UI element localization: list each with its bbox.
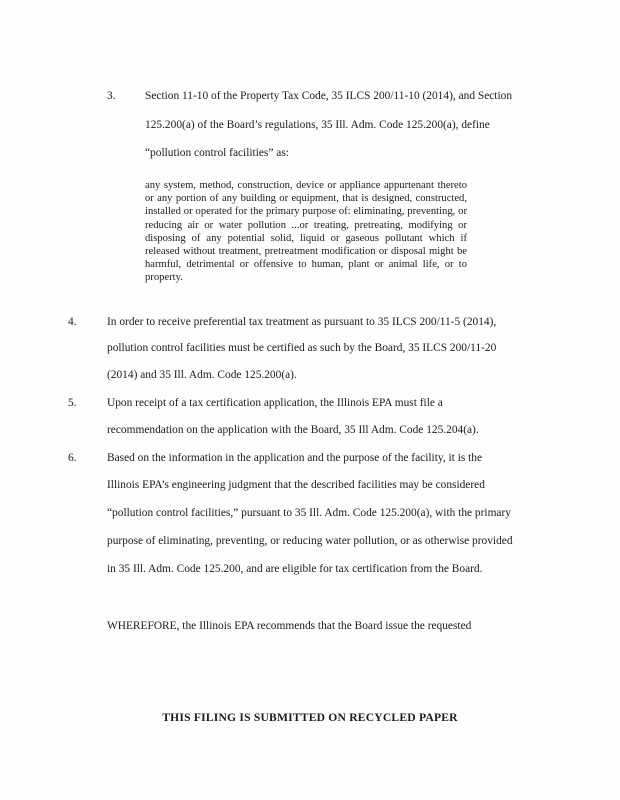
item-6-line-4: purpose of eliminating, preventing, or reducing water pollution, or as otherwise provided bbox=[107, 535, 513, 547]
item-4-number: 4. bbox=[68, 316, 77, 328]
item-6-line-1: Based on the information in the application and the purpose of the facility, it is the bbox=[107, 452, 483, 464]
item-6-line-5: in 35 Ill. Adm. Code 125.200, and are eligible for tax certification from the Board. bbox=[107, 563, 483, 575]
item-3-line-3: “pollution control facilities” as: bbox=[145, 147, 289, 159]
item-4-line-3: (2014) and 35 Ill. Adm. Code 125.200(a). bbox=[107, 369, 297, 381]
item-3-number: 3. bbox=[107, 90, 116, 102]
block-quote: any system, method, construction, device or appliance appurtenant thereto or any portion of any building or equipment, that is designed, constructed, installed or operated for the primary purpose of: eliminating, preventing, or reducing air or water pollution ...or treating, pretreating, modifying or disposing of any potential solid, liquid or gaseous pollutant which if released without treatment, pretreatment modification or disposal might be harmful, detrimental or offensive to human, plant or animal life, or to property. bbox=[145, 180, 467, 284]
item-3-line-1: Section 11-10 of the Property Tax Code, 35 ILCS 200/11-10 (2014), and Section bbox=[145, 90, 513, 102]
item-6-line-2: Illinois EPA’s engineering judgment that the described facilities may be considered bbox=[107, 479, 485, 491]
item-4-line-1: In order to receive preferential tax treatment as pursuant to 35 ILCS 200/11-5 (2014), bbox=[107, 316, 497, 328]
item-6-line-3: “pollution control facilities,” pursuant to 35 Ill. Adm. Code 125.200(a), with the primary bbox=[107, 507, 511, 519]
item-6-number: 6. bbox=[68, 452, 77, 464]
item-5-line-2: recommendation on the application with the Board, 35 Ill Adm. Code 125.204(a). bbox=[107, 424, 479, 436]
item-5-number: 5. bbox=[68, 397, 77, 409]
item-4-line-2: pollution control facilities must be certified as such by the Board, 35 ILCS 200/11-20 bbox=[107, 342, 497, 354]
item-3-line-2: 125.200(a) of the Board’s regulations, 35 Ill. Adm. Code 125.200(a), define bbox=[145, 119, 490, 131]
recycled-paper-footer: THIS FILING IS SUBMITTED ON RECYCLED PAPER bbox=[162, 711, 458, 724]
item-5-line-1: Upon receipt of a tax certification application, the Illinois EPA must file a bbox=[107, 397, 443, 409]
wherefore-clause: WHEREFORE, the Illinois EPA recommends that the Board issue the requested bbox=[107, 620, 472, 632]
